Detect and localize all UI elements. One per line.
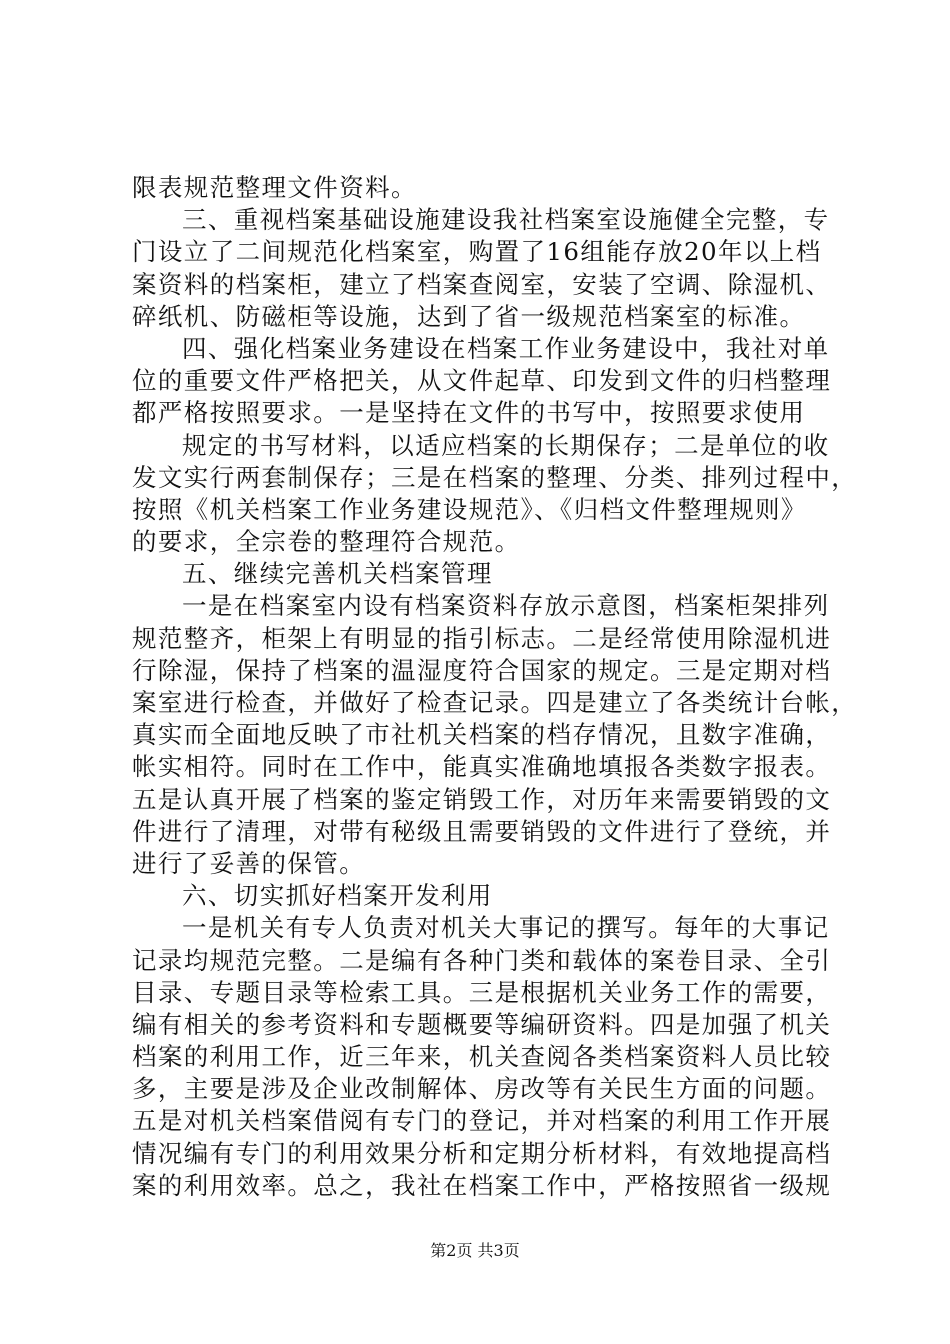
text-line: 帐实相符。同时在工作中，能真实准确地填报各类数字报表。 xyxy=(132,752,832,782)
text-line: 都严格按照要求。一是坚持在文件的书写中，按照要求使用 xyxy=(132,398,806,428)
text-line: 一是机关有专人负责对机关大事记的撰写。每年的大事记 xyxy=(182,913,830,943)
section-heading-5: 五、继续完善机关档案管理 xyxy=(182,559,493,589)
text-line: 档案的利用工作，近三年来，机关查阅各类档案资料人员比较 xyxy=(132,1042,832,1072)
document-body xyxy=(132,172,858,1202)
text-line: 案资料的档案柜，建立了档案查阅室，安装了空调、除湿机、 xyxy=(132,269,832,299)
text-line: 规定的书写材料，以适应档案的长期保存；二是单位的收 xyxy=(182,430,830,460)
text-line: 五是认真开展了档案的鉴定销毁工作，对历年来需要销毁的文 xyxy=(132,784,832,814)
section-heading-3: 三、重视档案基础设施建设我社档案室设施健全完整，专 xyxy=(182,205,830,235)
section-heading-6: 六、切实抓好档案开发利用 xyxy=(182,881,493,911)
text-line: 案室进行检查，并做好了检查记录。四是建立了各类统计台帐， xyxy=(132,688,858,717)
text-line: 编有相关的参考资料和专题概要等编研资料。四是加强了机关 xyxy=(132,1009,832,1039)
text-line: 记录均规范完整。二是编有各种门类和载体的案卷目录、全引 xyxy=(132,945,832,975)
text-line: 限表规范整理文件资料。 xyxy=(132,173,417,202)
text-line: 件进行了清理，对带有秘级且需要销毁的文件进行了登统，并 xyxy=(132,816,832,846)
text-line: 目录、专题目录等检索工具。三是根据机关业务工作的需要， xyxy=(132,977,832,1007)
text-line: 情况编有专门的利用效果分析和定期分析材料，有效地提高档 xyxy=(132,1138,832,1168)
text-line: 的要求，全宗卷的整理符合规范。 xyxy=(132,527,521,557)
text-line: 碎纸机、防磁柜等设施，达到了省一级规范档案室的标准。 xyxy=(132,301,806,331)
section-heading-4: 四、强化档案业务建设在档案工作业务建设中，我社对单 xyxy=(182,333,830,363)
text-line: 门设立了二间规范化档案室，购置了16组能存放20年以上档 xyxy=(132,237,822,267)
text-line: 进行了妥善的保管。 xyxy=(132,848,366,878)
text-line: 规范整齐，柜架上有明显的指引标志。二是经常使用除湿机进 xyxy=(132,623,832,653)
text-line: 发文实行两套制保存；三是在档案的整理、分类、排列过程中， xyxy=(132,462,858,492)
page-number-label: 第2页 共3页 xyxy=(430,1241,520,1260)
text-line: 案的利用效率。总之，我社在档案工作中，严格按照省一级规 xyxy=(132,1170,832,1200)
text-line: 行除湿，保持了档案的温湿度符合国家的规定。三是定期对档 xyxy=(132,655,832,685)
text-line: 按照《机关档案工作业务建设规范》、《归档文件整理规则》 xyxy=(132,494,807,524)
page-footer xyxy=(0,1240,950,1262)
text-line: 位的重要文件严格把关，从文件起草、印发到文件的归档整理 xyxy=(132,366,832,396)
text-line: 真实而全面地反映了市社机关档案的档存情况，且数字准确， xyxy=(132,720,832,750)
text-line: 五是对机关档案借阅有专门的登记，并对档案的利用工作开展 xyxy=(132,1106,832,1136)
text-line: 一是在档案室内设有档案资料存放示意图，档案柜架排列 xyxy=(182,591,830,621)
text-line: 多，主要是涉及企业改制解体、房改等有关民生方面的问题。 xyxy=(132,1074,832,1104)
